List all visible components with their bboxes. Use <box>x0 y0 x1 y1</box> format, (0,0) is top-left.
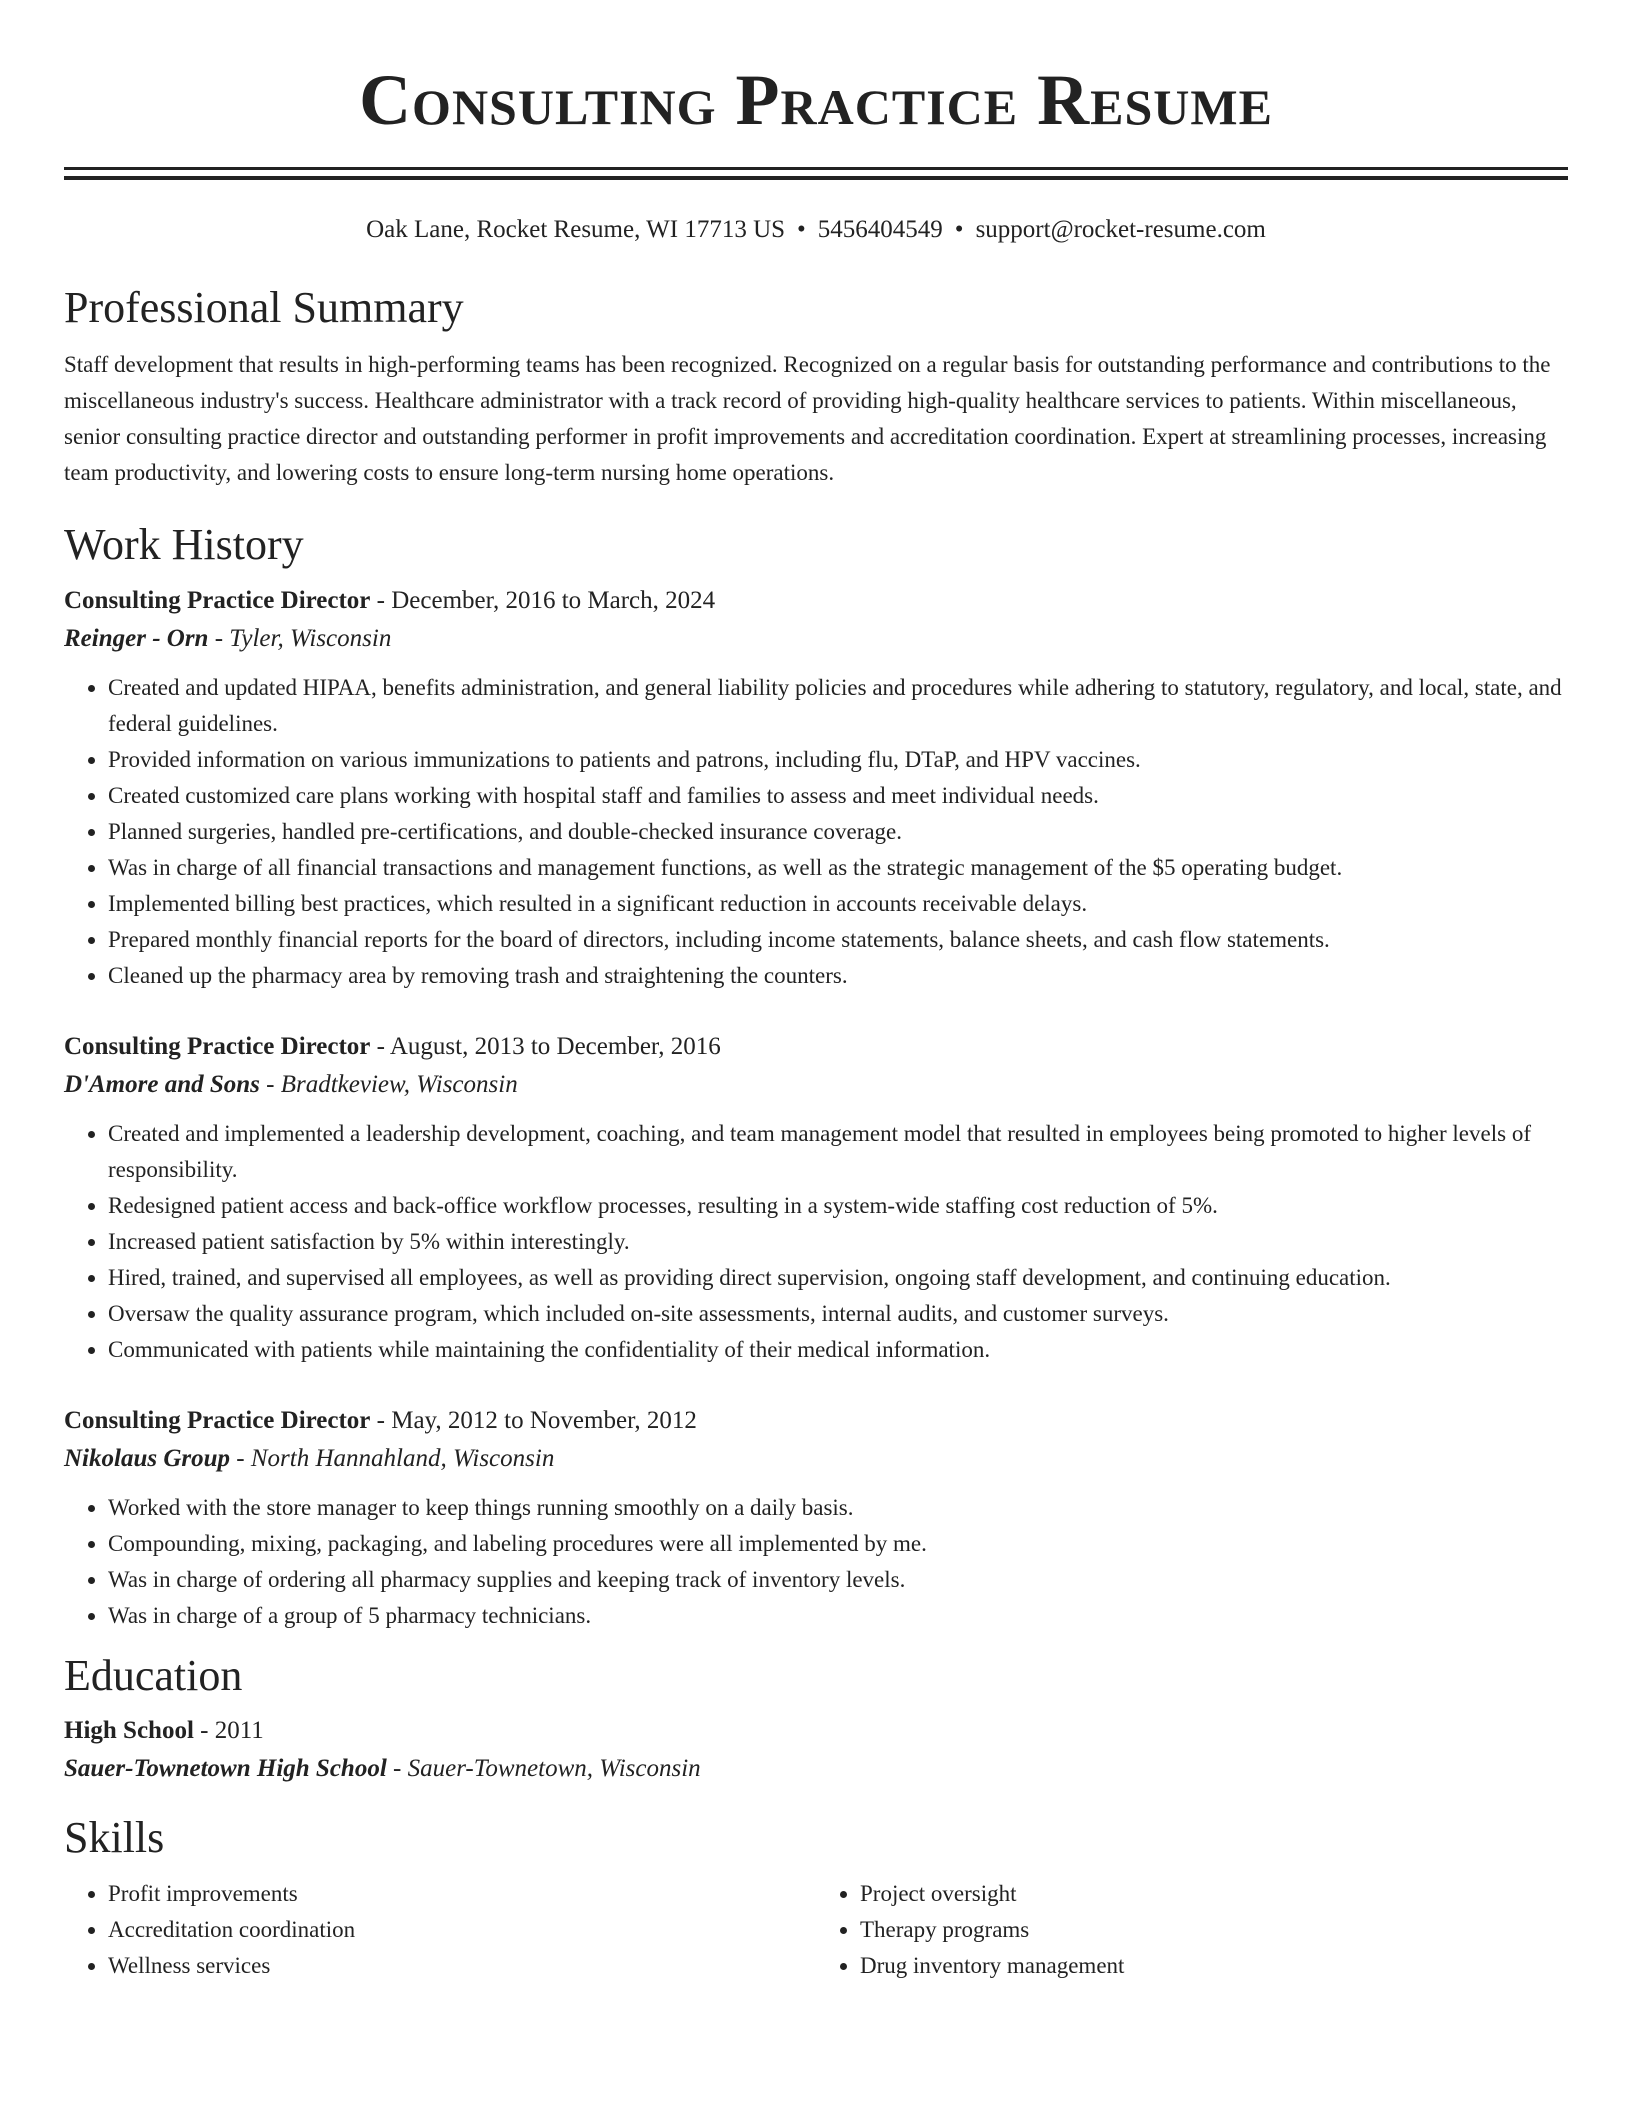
skill-item: • Wellness services <box>108 1948 816 1984</box>
job-company: Reinger - Orn <box>64 625 209 652</box>
list-item: • Redesigned patient access and back-office workflow processes, resulting in a system-wide staffing cost reduction of 5%. <box>108 1188 1568 1224</box>
skill-item: • Therapy programs <box>860 1912 1568 1948</box>
list-item: • Prepared monthly financial reports for the board of directors, including income statements, balance sheets, and cash flow statements. <box>108 922 1568 958</box>
job-entry <box>64 1402 1568 1634</box>
contact-separator: • <box>797 216 806 243</box>
list-item: • Created and updated HIPAA, benefits administration, and general liability policies and procedures while adhering to statutory, regulatory, and local, state, and federal guidelines. <box>108 670 1568 742</box>
skills-heading: Skills <box>64 1813 165 1862</box>
job-title-line <box>64 582 1568 620</box>
education-degree: High School <box>64 1717 194 1744</box>
title-divider-top <box>64 167 1568 170</box>
job-bullets <box>64 670 1568 994</box>
resume-title: Consulting Practice Resume <box>359 60 1273 140</box>
list-item: • Provided information on various immunizations to patients and patrons, including flu, DTaP, and HPV vaccines. <box>108 742 1568 778</box>
skills-list-right <box>816 1876 1568 1984</box>
job-entry <box>64 582 1568 994</box>
job-location: - Tyler, Wisconsin <box>208 625 392 652</box>
education-heading: Education <box>64 1651 243 1700</box>
job-company-line <box>64 1440 1568 1478</box>
education-school-line <box>64 1750 1568 1788</box>
skill-item: • Project oversight <box>860 1876 1568 1912</box>
list-item: • Worked with the store manager to keep things running smoothly on a daily basis. <box>108 1490 1568 1526</box>
list-item: • Planned surgeries, handled pre-certifications, and double-checked insurance coverage. <box>108 814 1568 850</box>
contact-line <box>64 214 1568 246</box>
summary-heading: Professional Summary <box>64 283 464 332</box>
job-location: - North Hannahland, Wisconsin <box>230 1445 555 1472</box>
list-item: • Compounding, mixing, packaging, and labeling procedures were all implemented by me. <box>108 1526 1568 1562</box>
education-location: - Sauer-Townetown, Wisconsin <box>386 1755 701 1782</box>
skills-list-left <box>64 1876 816 1984</box>
job-company: D'Amore and Sons <box>64 1071 260 1098</box>
job-bullets <box>64 1116 1568 1368</box>
job-dates: - August, 2013 to December, 2016 <box>370 1033 721 1060</box>
contact-separator: • <box>954 216 964 243</box>
skill-item: • Drug inventory management <box>860 1948 1568 1984</box>
work-history-heading: Work History <box>64 520 304 569</box>
list-item: • Oversaw the quality assurance program, which included on-site assessments, internal audits, and customer surveys. <box>108 1296 1568 1332</box>
job-title: Consulting Practice Director <box>64 1033 371 1060</box>
job-title: Consulting Practice Director <box>64 587 371 614</box>
list-item: • Created and implemented a leadership development, coaching, and team management model that resulted in employees being promoted to higher levels of responsibility. <box>108 1116 1568 1188</box>
list-item: • Created customized care plans working with hospital staff and families to assess and meet individual needs. <box>108 778 1568 814</box>
education-degree-line <box>64 1712 1568 1750</box>
skill-item: • Accreditation coordination <box>108 1912 816 1948</box>
job-dates: - May, 2012 to November, 2012 <box>370 1407 697 1434</box>
list-item: • Implemented billing best practices, which resulted in a significant reduction in accounts receivable delays. <box>108 886 1568 922</box>
contact-email: support@rocket-resume.com <box>975 216 1266 243</box>
summary-text: Staff development that results in high-performing teams has been recognized. Recognized on a regular basis for outstanding performance and contributions to the miscellaneous industry's success. Healthcare administrator with a track record of providing high-quality healthcare services to patients. Within miscellaneous, senior consulting practice director and outstanding performer in profit improvements and accreditation coordination. Expert at streamlining processes, increasing team productivity, and lowering costs to ensure long-term nursing home operations. <box>64 352 1551 485</box>
job-title: Consulting Practice Director <box>64 1407 371 1434</box>
list-item: • Hired, trained, and supervised all employees, as well as providing direct supervision, ongoing staff development, and continuing education. <box>108 1260 1568 1296</box>
list-item: • Cleaned up the pharmacy area by removing trash and straightening the counters. <box>108 958 1568 994</box>
job-entry <box>64 1028 1568 1368</box>
education-year: - 2011 <box>193 1717 264 1744</box>
job-dates: - December, 2016 to March, 2024 <box>370 587 716 614</box>
skills-columns <box>64 1876 1568 1984</box>
job-bullets <box>64 1490 1568 1634</box>
education-school: Sauer-Townetown High School <box>64 1755 387 1782</box>
list-item: • Was in charge of a group of 5 pharmacy technicians. <box>108 1598 1568 1634</box>
education-entry <box>64 1712 1568 1788</box>
job-company: Nikolaus Group <box>64 1445 231 1472</box>
title-divider-bottom <box>64 176 1568 180</box>
skill-item: • Profit improvements <box>108 1876 816 1912</box>
list-item: • Increased patient satisfaction by 5% within interestingly. <box>108 1224 1568 1260</box>
contact-address: Oak Lane, Rocket Resume, WI 17713 US <box>366 216 786 243</box>
list-item: • Was in charge of all financial transactions and management functions, as well as the strategic management of the $5 operating budget. <box>108 850 1568 886</box>
job-location: - Bradtkeview, Wisconsin <box>259 1071 518 1098</box>
job-company-line <box>64 1066 1568 1104</box>
contact-phone: 5456404549 <box>817 216 943 243</box>
list-item: • Communicated with patients while maintaining the confidentiality of their medical information. <box>108 1332 1568 1368</box>
job-company-line <box>64 620 1568 658</box>
job-title-line <box>64 1028 1568 1066</box>
job-title-line <box>64 1402 1568 1440</box>
list-item: • Was in charge of ordering all pharmacy supplies and keeping track of inventory levels. <box>108 1562 1568 1598</box>
